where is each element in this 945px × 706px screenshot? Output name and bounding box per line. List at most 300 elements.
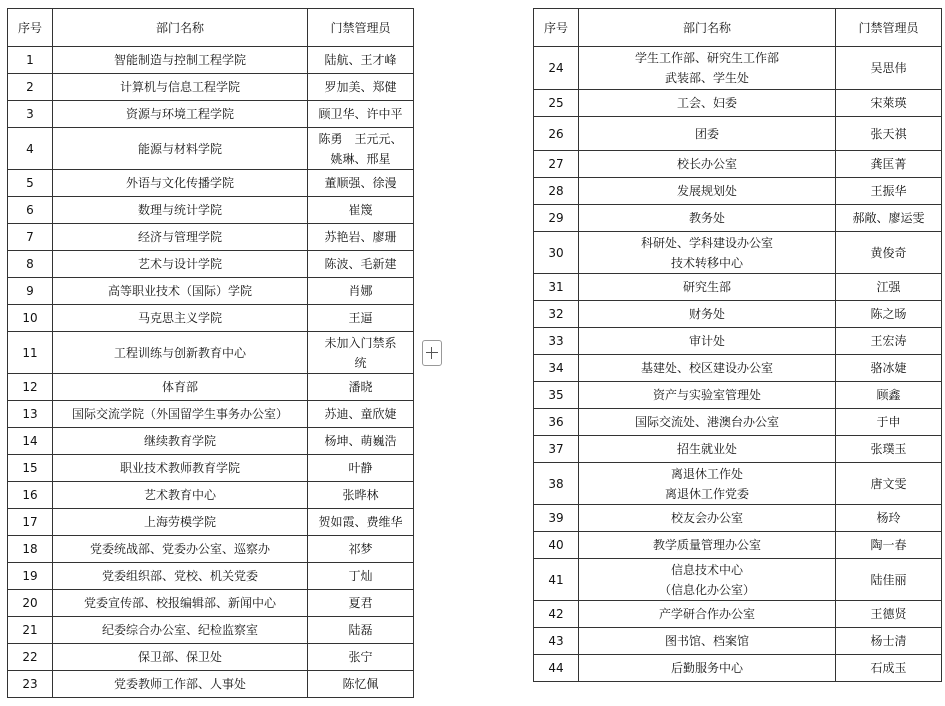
cell-dept (53, 428, 308, 455)
table-row (534, 232, 942, 274)
cell-dept (53, 509, 308, 536)
cell-admin-text: 贺如霞、费维华 (318, 515, 403, 529)
cell-dept-text: 经济与管理学院 (137, 230, 222, 244)
cell-admin-text: 龚匡菁 (870, 157, 907, 171)
table-header-row (534, 9, 942, 47)
table-row (8, 251, 414, 278)
cell-no-text: 19 (22, 569, 38, 583)
table-row (8, 305, 414, 332)
cell-no-text: 32 (548, 307, 564, 321)
cell-admin (836, 232, 942, 274)
cell-admin (308, 128, 414, 170)
cell-no-text: 37 (548, 442, 564, 456)
cell-admin-text: 陆磊 (348, 623, 373, 637)
cell-no (8, 428, 53, 455)
cell-admin (308, 590, 414, 617)
cell-admin-text: 江强 (876, 280, 901, 294)
cell-dept-text: 发展规划处 (676, 184, 737, 198)
cell-no-text: 8 (26, 257, 34, 271)
table-row (534, 382, 942, 409)
cell-admin (308, 428, 414, 455)
table-row (534, 117, 942, 151)
cell-dept (53, 197, 308, 224)
cell-no-text: 24 (548, 61, 564, 75)
cell-dept (53, 47, 308, 74)
cell-admin-text: 石成玉 (870, 661, 907, 675)
cell-dept (53, 536, 308, 563)
cell-no-text: 44 (548, 661, 564, 675)
cell-no-text: 28 (548, 184, 564, 198)
table-row (534, 274, 942, 301)
cell-no (534, 178, 579, 205)
table-row (8, 482, 414, 509)
cell-admin (308, 278, 414, 305)
cell-no (8, 128, 53, 170)
cell-dept (53, 101, 308, 128)
cell-no-text: 34 (548, 361, 564, 375)
cell-admin (308, 374, 414, 401)
cell-dept-text: 国际交流学院（外国留学生事务办公室） (71, 407, 288, 421)
cell-admin-text: 杨坤、萌巍浩 (324, 434, 397, 448)
cell-dept-text: 资产与实验室管理处 (652, 388, 761, 402)
cell-dept (53, 305, 308, 332)
cell-dept-text: 党委教师工作部、人事处 (113, 677, 246, 691)
cell-admin-text: 陶一春 (870, 538, 907, 552)
cell-dept-text: 计算机与信息工程学院 (119, 80, 240, 94)
cell-admin-text: 陈波、毛新建 (324, 257, 397, 271)
cell-dept (53, 374, 308, 401)
cell-dept-text: 科研处、学科建设办公室 技术转移中心 (640, 235, 773, 270)
cell-admin-text: 肖娜 (348, 284, 373, 298)
cell-dept (579, 559, 836, 601)
cell-admin (308, 197, 414, 224)
cell-dept-text: 艺术教育中心 (143, 488, 216, 502)
cell-dept (53, 332, 308, 374)
cell-dept-text: 继续教育学院 (143, 434, 216, 448)
cell-no (8, 224, 53, 251)
cell-dept-text: 校长办公室 (676, 157, 737, 171)
cell-no-text: 12 (22, 380, 38, 394)
cell-admin (836, 559, 942, 601)
cell-no (8, 536, 53, 563)
cell-admin (836, 90, 942, 117)
cell-admin (308, 482, 414, 509)
cell-dept (579, 232, 836, 274)
cell-no (534, 151, 579, 178)
cell-no (8, 251, 53, 278)
table-row (534, 47, 942, 90)
cell-dept (579, 274, 836, 301)
table-row (8, 224, 414, 251)
cell-no-text: 38 (548, 476, 564, 491)
cell-dept-text: 研究生部 (682, 280, 731, 294)
cell-dept (53, 617, 308, 644)
cell-admin (836, 655, 942, 682)
cell-no (534, 205, 579, 232)
table-row (8, 563, 414, 590)
cell-admin (836, 328, 942, 355)
cell-admin (308, 671, 414, 698)
cell-no-text: 23 (22, 677, 38, 691)
cell-admin (836, 205, 942, 232)
cell-admin-text: 郝敞、廖运雯 (852, 211, 925, 225)
cell-no (8, 332, 53, 374)
cell-admin-text: 陆佳丽 (870, 572, 907, 587)
cell-admin (308, 251, 414, 278)
cell-admin-text: 王德贤 (870, 607, 907, 621)
cell-dept-text: 招生就业处 (676, 442, 737, 456)
cell-no-text: 9 (26, 284, 34, 298)
table-row (534, 505, 942, 532)
cell-dept (579, 151, 836, 178)
cell-dept (53, 170, 308, 197)
cell-dept-text: 学生工作部、研究生工作部 武装部、学生处 (634, 51, 779, 85)
cell-no (534, 559, 579, 601)
cell-admin-text: 苏艳岩、廖珊 (324, 230, 397, 244)
department-table-right (533, 8, 942, 682)
table-row (8, 47, 414, 74)
cell-no-text: 14 (22, 434, 38, 448)
cell-no (534, 232, 579, 274)
cell-admin-text: 潘晓 (348, 380, 373, 394)
cell-dept-text: 职业技术教师教育学院 (119, 461, 240, 475)
header-no: 序号 (8, 9, 53, 47)
cell-no (8, 374, 53, 401)
table-row (8, 374, 414, 401)
header-no: 序号 (534, 9, 579, 47)
cell-dept (579, 436, 836, 463)
cell-dept (579, 205, 836, 232)
cell-admin (836, 274, 942, 301)
cell-dept (579, 601, 836, 628)
cell-admin (836, 151, 942, 178)
table-row (534, 559, 942, 601)
cell-no-text: 2 (26, 80, 34, 94)
cell-dept (53, 401, 308, 428)
cell-no-text: 1 (26, 53, 34, 67)
cell-admin-text: 未加入门禁系 统 (324, 335, 397, 370)
cell-no-text: 39 (548, 511, 564, 525)
cell-admin (836, 436, 942, 463)
cell-dept-text: 工程训练与创新教育中心 (113, 345, 246, 360)
cell-admin-text: 张晔林 (342, 488, 379, 502)
cell-admin-text: 张璞玉 (870, 442, 907, 456)
cell-dept-text: 后勤服务中心 (670, 661, 743, 675)
cell-dept (53, 482, 308, 509)
cell-no (534, 628, 579, 655)
cell-no (8, 278, 53, 305)
cell-dept-text: 工会、妇委 (676, 96, 737, 110)
cell-admin-text: 叶静 (348, 461, 373, 475)
cell-admin (308, 332, 414, 374)
cell-admin-text: 张天祺 (870, 126, 907, 141)
cell-no (8, 455, 53, 482)
table-row (8, 278, 414, 305)
table-row (534, 355, 942, 382)
cell-dept (579, 328, 836, 355)
cell-dept-text: 马克思主义学院 (137, 311, 222, 325)
cell-dept (53, 128, 308, 170)
cell-no (534, 436, 579, 463)
cell-admin (308, 455, 414, 482)
cell-admin (836, 628, 942, 655)
cell-dept (579, 628, 836, 655)
cell-no (534, 601, 579, 628)
cell-admin (308, 644, 414, 671)
cell-dept-text: 产学研合作办公室 (658, 607, 755, 621)
cell-dept-text: 团委 (694, 126, 719, 141)
cell-dept (53, 644, 308, 671)
cell-admin-text: 唐文雯 (870, 476, 907, 491)
cell-admin (308, 74, 414, 101)
cell-admin (308, 536, 414, 563)
header-admin: 门禁管理员 (836, 9, 942, 47)
cell-no-text: 13 (22, 407, 38, 421)
cell-admin-text: 于申 (876, 415, 901, 429)
cell-dept (53, 224, 308, 251)
cell-admin (836, 47, 942, 90)
cell-no-text: 15 (22, 461, 38, 475)
cell-dept-text: 财务处 (688, 307, 725, 321)
cell-no (8, 644, 53, 671)
cell-no (8, 563, 53, 590)
cell-dept-text: 资源与环境工程学院 (125, 107, 234, 121)
cell-dept (53, 563, 308, 590)
table-header-row (8, 9, 414, 47)
cell-dept-text: 数理与统计学院 (137, 203, 222, 217)
cell-no (534, 382, 579, 409)
cell-no-text: 7 (26, 230, 34, 244)
cell-no (8, 482, 53, 509)
cell-admin (836, 117, 942, 151)
cell-no-text: 40 (548, 538, 564, 552)
cell-no-text: 42 (548, 607, 564, 621)
cell-no-text: 35 (548, 388, 564, 402)
cell-admin-text: 顾鑫 (876, 388, 901, 402)
cell-dept-text: 上海劳模学院 (143, 515, 216, 529)
cell-no (534, 505, 579, 532)
cell-admin-text: 陈勇 王元元、 姚琳、邢星 (318, 131, 403, 166)
cell-admin-text: 王振华 (870, 184, 907, 198)
cell-dept-text: 党委宣传部、校报编辑部、新闻中心 (83, 596, 276, 610)
table-row (534, 436, 942, 463)
cell-no-text: 27 (548, 157, 564, 171)
table-row (534, 409, 942, 436)
cell-admin (308, 101, 414, 128)
table-row (8, 128, 414, 170)
cell-no-text: 21 (22, 623, 38, 637)
cell-admin (308, 617, 414, 644)
cell-admin (308, 563, 414, 590)
cell-dept-text: 党委组织部、党校、机关党委 (101, 569, 258, 583)
cell-admin-text: 祁梦 (348, 542, 373, 556)
cell-admin-text: 骆冰婕 (870, 361, 907, 375)
cell-admin (836, 505, 942, 532)
cell-admin (308, 305, 414, 332)
table-row (534, 532, 942, 559)
cell-no-text: 31 (548, 280, 564, 294)
cell-no (8, 509, 53, 536)
cell-dept (579, 178, 836, 205)
cell-no-text: 33 (548, 334, 564, 348)
cell-dept-text: 艺术与设计学院 (137, 257, 222, 271)
cell-no-text: 5 (26, 176, 34, 190)
cell-no-text: 18 (22, 542, 38, 556)
table-row (8, 401, 414, 428)
cell-no (534, 301, 579, 328)
cell-no-text: 30 (548, 245, 564, 260)
department-table-left (7, 8, 414, 698)
cell-dept (53, 74, 308, 101)
cell-dept-text: 体育部 (161, 380, 198, 394)
cell-dept-text: 审计处 (688, 334, 725, 348)
cell-no-text: 6 (26, 203, 34, 217)
cell-dept-text: 纪委综合办公室、纪检监察室 (101, 623, 258, 637)
cell-dept-text: 教学质量管理办公室 (652, 538, 761, 552)
cell-dept (53, 251, 308, 278)
cell-no (534, 328, 579, 355)
cell-dept (53, 671, 308, 698)
table-row (8, 455, 414, 482)
cell-admin-text: 吴思伟 (870, 61, 907, 75)
table-row (8, 74, 414, 101)
header-dept: 部门名称 (579, 9, 836, 47)
cell-admin-text: 崔篾 (348, 203, 373, 217)
table-row (534, 328, 942, 355)
cell-no (8, 170, 53, 197)
header-dept: 部门名称 (53, 9, 308, 47)
table-row (534, 601, 942, 628)
cell-no-text: 26 (548, 126, 564, 141)
table-row (534, 151, 942, 178)
cell-dept-text: 外语与文化传播学院 (125, 176, 234, 190)
cell-dept (53, 455, 308, 482)
table-row (8, 170, 414, 197)
cell-admin (308, 401, 414, 428)
cell-admin (836, 178, 942, 205)
cell-dept (579, 655, 836, 682)
cell-no (534, 409, 579, 436)
cell-admin (308, 509, 414, 536)
cell-dept-text: 智能制造与控制工程学院 (113, 53, 246, 67)
cell-admin-text: 陆航、王才峰 (324, 53, 397, 67)
table-row (8, 197, 414, 224)
cell-dept (579, 409, 836, 436)
cell-no (534, 47, 579, 90)
cell-no (8, 401, 53, 428)
cell-dept-text: 离退休工作处 离退休工作党委 (664, 466, 749, 501)
cell-no (8, 101, 53, 128)
cell-admin (836, 301, 942, 328)
cell-no-text: 3 (26, 107, 34, 121)
cell-dept-text: 图书馆、档案馆 (664, 634, 749, 648)
table-row (534, 628, 942, 655)
cell-admin-text: 陈忆佩 (342, 677, 379, 691)
cell-dept-text: 保卫部、保卫处 (137, 650, 222, 664)
cell-admin (836, 355, 942, 382)
cell-no (534, 117, 579, 151)
table-row (534, 301, 942, 328)
cell-dept-text: 教务处 (688, 211, 725, 225)
cell-admin (308, 47, 414, 74)
cell-dept-text: 信息技术中心 （信息化办公室） (658, 562, 755, 597)
cell-admin-text: 宋萊瑛 (870, 96, 907, 110)
cell-no (534, 532, 579, 559)
cell-dept (579, 117, 836, 151)
cell-no (8, 47, 53, 74)
table-row (534, 463, 942, 505)
cell-admin (308, 224, 414, 251)
cell-admin-text: 丁灿 (348, 569, 373, 583)
cell-no-text: 10 (22, 311, 38, 325)
table-row (8, 590, 414, 617)
table-row (8, 644, 414, 671)
cell-no (8, 617, 53, 644)
cell-no-text: 17 (22, 515, 38, 529)
cell-no (8, 590, 53, 617)
table-row (534, 205, 942, 232)
cell-dept-text: 能源与材料学院 (137, 141, 222, 156)
cell-no-text: 4 (26, 141, 34, 156)
cell-admin-text: 黄俊奇 (870, 245, 907, 260)
cell-admin (836, 463, 942, 505)
cell-admin (836, 601, 942, 628)
cell-dept (579, 505, 836, 532)
table-row (8, 332, 414, 374)
table-row (8, 671, 414, 698)
cell-no (8, 671, 53, 698)
cell-dept-text: 校友会办公室 (670, 511, 743, 525)
cell-dept-text: 高等职业技术（国际）学院 (107, 284, 252, 298)
cell-admin-text: 苏迪、童欣婕 (324, 407, 397, 421)
cell-admin-text: 董顺强、徐漫 (324, 176, 397, 190)
cell-dept (53, 278, 308, 305)
cell-admin (836, 382, 942, 409)
cell-no (534, 655, 579, 682)
cell-dept-text: 党委统战部、党委办公室、巡察办 (89, 542, 270, 556)
cell-admin-text: 顾卫华、许中平 (318, 107, 403, 121)
cell-dept (579, 47, 836, 90)
cell-dept-text: 国际交流处、港澳台办公室 (634, 415, 779, 429)
cell-dept (579, 301, 836, 328)
cell-no (534, 463, 579, 505)
table-row (8, 101, 414, 128)
cell-admin (836, 409, 942, 436)
cell-no-text: 25 (548, 96, 564, 110)
cell-no (8, 305, 53, 332)
cell-dept-text: 基建处、校区建设办公室 (640, 361, 773, 375)
cell-no-text: 29 (548, 211, 564, 225)
cell-no (534, 274, 579, 301)
cell-no-text: 20 (22, 596, 38, 610)
cell-no-text: 11 (22, 345, 38, 360)
cell-dept (579, 355, 836, 382)
cell-dept (53, 590, 308, 617)
plus-icon (426, 347, 438, 359)
cell-admin-text: 张宁 (348, 650, 373, 664)
cell-no (534, 355, 579, 382)
cell-no-text: 16 (22, 488, 38, 502)
cell-no-text: 22 (22, 650, 38, 664)
cell-admin-text: 陈之旸 (870, 307, 907, 321)
cell-no (534, 90, 579, 117)
add-column-button[interactable] (422, 340, 442, 366)
cell-no (8, 74, 53, 101)
cell-dept (579, 382, 836, 409)
cell-admin-text: 王逼 (348, 311, 373, 325)
table-row (534, 178, 942, 205)
cell-dept (579, 90, 836, 117)
